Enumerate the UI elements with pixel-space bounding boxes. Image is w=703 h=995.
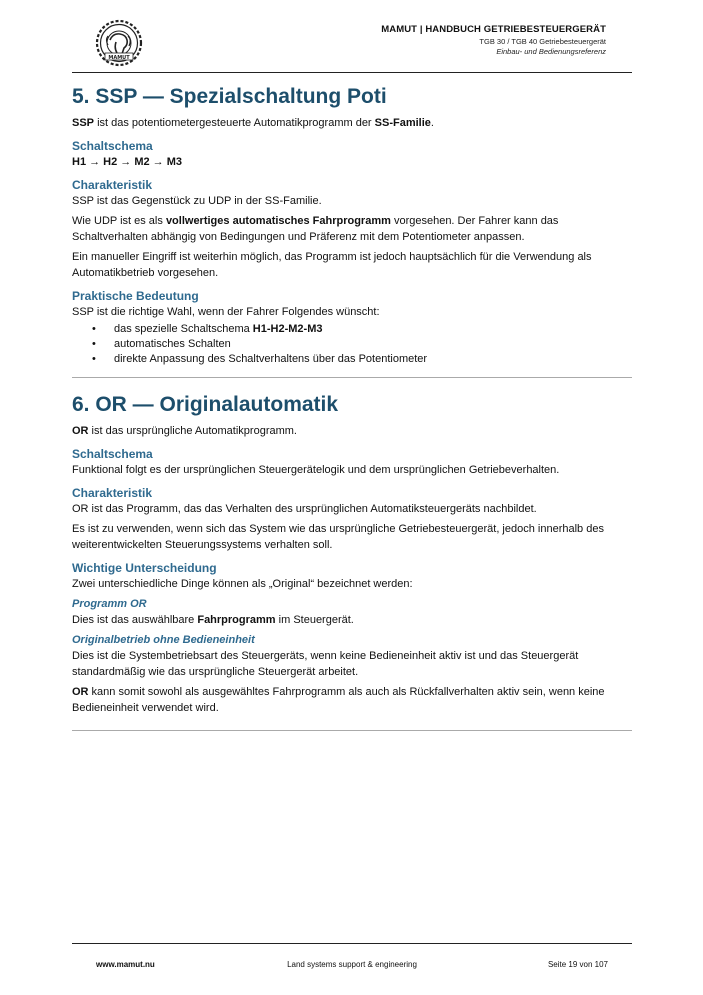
or-schema-text: Funktional folgt es der ursprünglichen Steuergerätelogik und dem ursprünglichen Getriebeverhalten. — [72, 464, 560, 476]
or-program-subheading: Programm OR — [72, 598, 147, 610]
ssp-intro: SSP ist das potentiometergesteuerte Automatikprogramm der SS-Familie. — [72, 117, 434, 129]
or-characteristics-heading: Charakteristik — [72, 486, 153, 500]
ssp-characteristics-p1: SSP ist das Gegenstück zu UDP in der SS-Familie. — [72, 195, 322, 207]
ssp-practical-p1: SSP ist die richtige Wahl, wenn der Fahrer Folgendes wünscht: — [72, 306, 380, 318]
section-heading-ssp: 5. SSP — Spezialschaltung Poti — [72, 85, 387, 108]
list-item: • automatisches Schalten — [92, 337, 632, 352]
or-original-mode-subheading: Originalbetrieb ohne Bedieneinheit — [72, 634, 255, 646]
section-heading-or: 6. OR — Originalautomatik — [72, 393, 339, 416]
ssp-schema-heading: Schaltschema — [72, 139, 153, 153]
header-divider — [72, 72, 632, 73]
ssp-characteristics-p3: Ein manueller Eingriff ist weiterhin möglich, das Programm ist jedoch hauptsächlich für die Verwendung als Automatikbetrieb vorgesehen. — [72, 251, 592, 279]
page-content — [72, 82, 632, 731]
list-item: • direkte Anpassung des Schaltverhaltens über das Potentiometer — [92, 352, 632, 367]
section-divider — [72, 730, 632, 731]
header-title: MAMUT | HANDBUCH GETRIEBESTEUERGERÄT — [381, 24, 606, 35]
ssp-schema: H1 → H2 → M2 → M3 — [72, 156, 183, 168]
footer-divider — [72, 943, 632, 944]
logo-text: MAMUT — [108, 54, 130, 61]
list-item: • das spezielle Schaltschema H1-H2-M2-M3 — [92, 322, 632, 337]
header-subtitle-reference: Einbau- und Bedienungsreferenz — [496, 47, 606, 56]
or-original-mode-p2: OR kann somit sowohl als ausgewähltes Fahrprogramm als auch als Rückfallverhalten aktiv sein, wenn keine Bedieneinheit verwendet wird. — [72, 686, 605, 714]
header-subtitle: TGB 30 / TGB 40 Getriebesteuergerät — [479, 37, 606, 46]
or-characteristics-p2: Es ist zu verwenden, wenn sich das System wie das ursprüngliche Getriebesteuergerät, jedoch innerhalb des weiterentwickelten Steuerungssystems verhalten soll. — [72, 523, 604, 551]
or-characteristics-p1: OR ist das Programm, das das Verhalten des ursprünglichen Automatiksteuergeräts nachbildet. — [72, 503, 537, 515]
or-program-text: Dies ist das auswählbare Fahrprogramm im Steuergerät. — [72, 614, 354, 626]
footer-page-number: Seite 19 von 107 — [547, 960, 608, 969]
section-divider — [72, 377, 632, 378]
footer-tagline: Land systems support & engineering — [287, 960, 417, 969]
mammoth-gear-logo-icon — [94, 18, 144, 68]
page-footer — [96, 960, 608, 972]
ssp-characteristics-p2: Wie UDP ist es als vollwertiges automatisches Fahrprogramm vorgesehen. Der Fahrer kann das Schaltverhalten abhängig von Bedingungen und Präferenz mit dem Potentiometer anpassen. — [72, 215, 559, 243]
or-original-mode-p1: Dies ist die Systembetriebsart des Steuergeräts, wenn keine Bedieneinheit aktiv ist und das Steuergerät standardmäßig wie das ursprüngliche Steuergerät arbeitet. — [72, 650, 579, 678]
ssp-bullet-list — [92, 322, 632, 367]
ssp-practical-heading: Praktische Bedeutung — [72, 289, 199, 303]
ssp-characteristics-heading: Charakteristik — [72, 178, 153, 192]
or-distinction-heading: Wichtige Unterscheidung — [72, 561, 217, 575]
or-distinction-p1: Zwei unterschiedliche Dinge können als „Original“ bezeichnet werden: — [72, 578, 413, 590]
or-schema-heading: Schaltschema — [72, 447, 153, 461]
or-intro: OR ist das ursprüngliche Automatikprogramm. — [72, 425, 297, 437]
page-header — [72, 14, 632, 74]
footer-website-link[interactable]: www.mamut.nu — [96, 960, 155, 969]
